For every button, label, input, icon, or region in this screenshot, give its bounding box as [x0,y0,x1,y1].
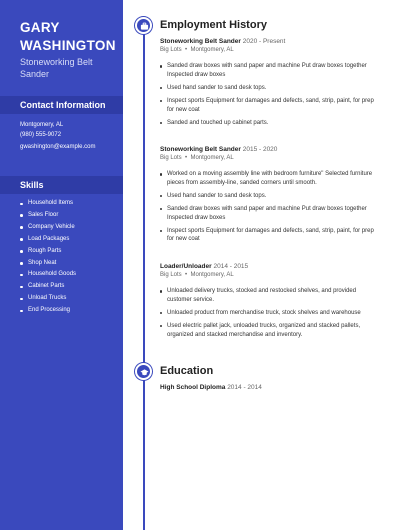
job-bullet: Unloaded delivery trucks, stocked and restocked shelves, and provided customer service. [160,287,382,305]
skill-item: Unload Trucks [20,293,76,305]
skill-item: Cabinet Parts [20,281,76,293]
job-meta: Big Lots • Montgomery, AL [160,47,234,53]
job-dates: 2014 - 2015 [213,263,249,270]
skills-list [20,198,76,317]
skill-item: Household Goods [20,269,76,281]
job-company: Big Lots [160,272,182,278]
skill-item: Rough Parts [20,246,76,258]
contact-phone[interactable]: (980) 555-9072 [20,132,62,138]
job-bullets [160,287,382,344]
job-title: Stoneworking Belt Sander [160,38,241,45]
employment-heading: Employment History [160,19,267,31]
job-bullets [160,62,382,132]
education-node [135,363,152,380]
employment-node [135,17,152,34]
degree-title: High School Diploma [160,384,226,391]
contact-email[interactable]: gwashington@example.com [20,144,96,150]
job-bullet: Sanded draw boxes with sand paper and machine Put draw boxes together Inspected draw boxes [160,205,382,223]
skill-item: Household Items [20,198,76,210]
contact-heading: Contact Information [0,96,123,114]
skill-item: Sales Floor [20,210,76,222]
job-title-line [160,263,248,270]
job-bullet: Worked on a moving assembly line with bedroom furniture" Selected furniture pieces from assembly-line, sanded corners until smooth. [160,170,382,188]
job-company: Big Lots [160,47,182,53]
education-heading: Education [160,365,214,377]
job-title-line [160,38,285,45]
job-location: Montgomery, AL [190,272,234,278]
job-location: Montgomery, AL [190,155,234,161]
candidate-title: Stoneworking Belt Sander [20,57,93,79]
mortarboard-icon [140,368,149,377]
job-dates: 2015 - 2020 [242,146,278,153]
job-bullets [160,170,382,248]
job-title: Stoneworking Belt Sander [160,146,241,153]
contact-location: Montgomery, AL [20,122,64,128]
briefcase-icon [140,22,149,31]
job-bullet: Unloaded product from merchandise truck, stock shelves and warehouse [160,309,382,318]
job-bullet: Inspect sports Equipment for damages and defects, sand, strip, paint, for prep for new coat [160,227,382,245]
sidebar [0,0,123,530]
timeline-line [143,25,145,530]
job-bullet: Used hand sander to sand desk tops. [160,192,382,201]
skill-item: Company Vehicle [20,222,76,234]
skills-heading: Skills [0,176,123,194]
job-dates: 2020 - Present [242,38,286,45]
job-company: Big Lots [160,155,182,161]
degree-dates: 2014 - 2014 [227,384,262,391]
job-bullet: Used hand sander to sand desk tops. [160,84,382,93]
job-meta: Big Lots • Montgomery, AL [160,272,234,278]
job-title: Loader/Unloader [160,263,212,270]
job-location: Montgomery, AL [190,47,234,53]
candidate-name: GARY WASHINGTON [20,20,116,53]
education-entry [160,384,262,391]
job-bullet: Inspect sports Equipment for damages and defects, sand, strip, paint, for prep for new coat [160,97,382,115]
job-bullet: Used electric pallet jack, unloaded trucks, organized and stacked pallets, organized and stacked merchandise and inventory. [160,322,382,340]
job-meta: Big Lots • Montgomery, AL [160,155,234,161]
skill-item: Load Packages [20,234,76,246]
skill-item: End Processing [20,305,76,317]
skill-item: Shop Neat [20,258,76,270]
job-bullet: Sanded and touched up cabinet parts. [160,119,382,128]
job-bullet: Sanded draw boxes with sand paper and machine Put draw boxes together Inspected draw boxes [160,62,382,80]
job-title-line [160,146,277,153]
